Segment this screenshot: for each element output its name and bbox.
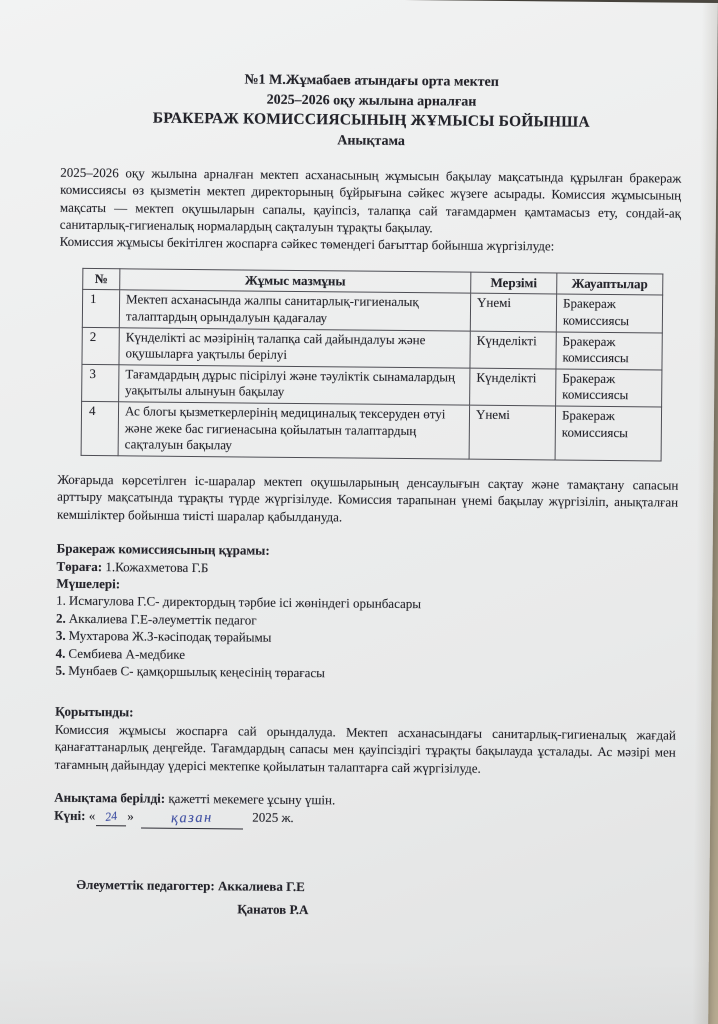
signature-block: [76, 874, 674, 925]
table-row: [82, 327, 662, 370]
school-year: 2025–2026 оқу жылына арналған: [266, 92, 477, 110]
member-number: 2.: [55, 610, 66, 626]
handwritten-day: 24: [104, 808, 119, 825]
conclusion-heading: Қорытынды:: [55, 704, 134, 720]
row-term: Үнемі: [469, 405, 556, 460]
member-name: Исмагулова Г.С- директордың тәрбие ісі жөніндегі орынбасары: [68, 593, 422, 612]
date-year: 2025 ж.: [252, 810, 294, 826]
table-row: [82, 290, 662, 333]
conclusion-paragraph: Комиссия жұмысы жоспарға сай орындалуда. Мектеп асханасындағы санитарлық-гигиеналық жағдай қанағаттанарлық деңгейде. Тағамдардың сапасы мен қауіпсіздігі тұрақты бақылауда ұсталады. Ас мәзірі мен тағамның дайындау үдерісі мектепке қойылатын талаптарға сай жүргізілуде.: [54, 721, 677, 776]
issued-label: Анықтама берілді:: [54, 789, 166, 806]
open-quote: «: [88, 808, 96, 824]
summary-paragraph: Жоғарыда көрсетілген іс-шаралар мектеп оқушыларының денсаулығын сақтау және тамақтану сапасын арттыру мақсатында тұрақты түрде жүргізілуде. Комиссия тарапынан үнемі бақылау жүргізіліп, анықталған кемшіліктер бойынша тиісті шаралар қабылдануда.: [56, 471, 679, 525]
row-term: Күнделікті: [470, 368, 556, 406]
col-header-term: Мерзімі: [471, 272, 557, 294]
close-quote: »: [127, 808, 134, 824]
members-list: [55, 592, 677, 685]
commission-title: Бракераж комиссиясының құрамы:: [56, 540, 270, 558]
intro-lead-in: Комиссия жұмысы бекітілген жоспарға сәйкес төмендегі бағыттар бойынша жүргізілуде:: [59, 234, 555, 254]
row-term: Күнделікті: [470, 331, 556, 369]
signature-label: Әлеуметтік педагогтер:: [76, 876, 215, 894]
member-name: Сембиева А-медбике: [68, 645, 186, 662]
row-content: Мектеп асханасында жалпы санитарлық-гигиеналық талаптардың орындалуын қадағалау: [119, 290, 470, 331]
row-number: 1: [82, 290, 119, 328]
row-responsible: Бракераж комиссиясы: [556, 369, 662, 407]
commission-section: [55, 540, 677, 685]
document-type: Анықтама: [337, 133, 406, 150]
member-number: 1.: [56, 593, 67, 609]
col-header-responsible: Жауаптылар: [557, 273, 663, 296]
intro-paragraph: 2025–2026 оқу жылына арналған мектеп асханасының жұмысын бақылау мақсатында құрылған бракераж комиссиясы өз қызметін мектеп директорының бұйрығына сәйкес жүзеге асырады. Комиссия жұмысының мақсаты — мектеп оқушыларын сапалы, қауіпсіз, талапқа сай тағамдармен қамтамасыз ету, сондай-ақ санитарлық-гигиеналық нормалардың сақталуын тұрақты бақылау.: [59, 164, 682, 236]
row-number: 4: [81, 402, 119, 456]
col-header-number: №: [83, 268, 120, 290]
date-label: Күні:: [54, 808, 86, 824]
member-name: Мухтарова Ж.З-кәсіподақ төрайымы: [68, 628, 272, 645]
row-responsible: Бракераж комиссиясы: [555, 406, 662, 461]
handwritten-month: қазан: [170, 810, 213, 827]
school-name: №1 М.Жұмабаев атындағы орта мектеп: [244, 72, 499, 90]
document-title-block: [61, 69, 683, 155]
signature-line-2: [76, 897, 674, 925]
members-label: Мүшелері:: [56, 575, 121, 592]
row-number: 2: [82, 327, 119, 365]
signatory-name-1: Аккалиева Г.Е: [217, 878, 305, 894]
chair-label: Төраға:: [56, 558, 103, 574]
col-header-content: Жұмыс мазмұны: [120, 269, 471, 294]
row-number: 3: [82, 364, 119, 402]
day-blank: [96, 808, 126, 827]
row-responsible: Бракераж комиссиясы: [556, 294, 662, 332]
issued-purpose: қажетті мекемеге ұсыну үшін.: [168, 790, 336, 808]
row-content: Ас блогы қызметкерлерінің медициналық тексеруден өтуі және жеке бас гигиенасына қойылатын талаптардың сақталуын бақылау: [118, 402, 470, 459]
member-number: 5.: [55, 662, 66, 678]
month-blank: [141, 808, 243, 829]
row-content: Күнделікті ас мәзірінің талапқа сай дайындалуы және оқушыларға уақтылы берілуі: [119, 327, 470, 368]
table-row: [81, 402, 661, 461]
row-term: Үнемі: [470, 294, 556, 332]
signatory-name-2: Қанатов Р.А: [237, 901, 309, 917]
document-subject: БРАКЕРАЖ КОМИССИЯСЫНЫҢ ЖҰМЫСЫ БОЙЫНША: [152, 109, 590, 131]
member-name: Мунбаев С- қамқоршылық кеңесінің төрағасы: [68, 662, 326, 681]
table-row: [82, 364, 662, 407]
work-plan-table: [81, 268, 664, 462]
member-number: 3.: [55, 627, 66, 644]
row-content: Тағамдардың дұрыс пісірілуі және тәуліктік сынамалардың уақытылы алынуын бақылау: [119, 365, 470, 406]
row-responsible: Бракераж комиссиясы: [556, 332, 662, 370]
member-name: Аккалиева Г.Е-әлеуметтік педагог: [68, 610, 257, 628]
member-number: 4.: [55, 645, 66, 661]
chair-name: 1.Кожахметова Г.Б: [105, 558, 209, 575]
